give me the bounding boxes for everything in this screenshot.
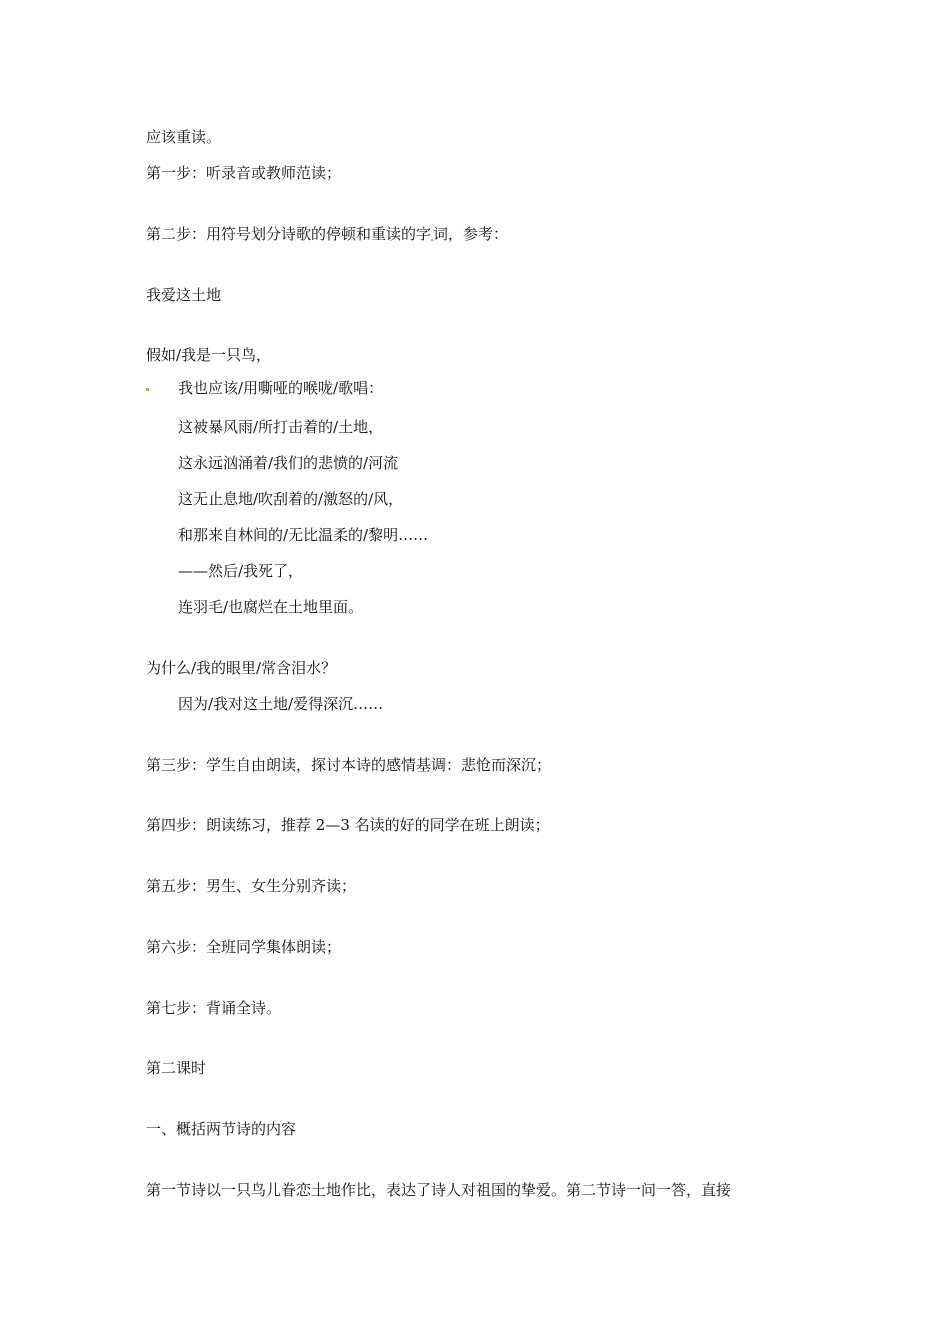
poem-line-3: 这被暴风雨/所打击着的/土地， [178,418,384,436]
step-7-line: 第七步：背诵全诗。 [146,999,282,1017]
step-2-line [146,224,508,244]
marker-dot [146,388,149,391]
poem-title: 我爱这土地 [146,286,222,304]
poem-line-1: 假如/我是一只鸟， [146,346,272,364]
step-2-text-b: 词，参考： [433,225,509,243]
step-3-line: 第三步：学生自由朗读，探讨本诗的感情基调：悲怆而深沉； [146,756,552,774]
poem-line-6: 和那来自林间的/无比温柔的/黎明…… [178,526,429,544]
paragraph-line: 第一节诗以一只鸟儿眷恋土地作比，表达了诗人对祖国的挚爱。第二节诗一问一答，直接 [146,1181,732,1199]
subsection-heading: 一、概括两节诗的内容 [146,1120,297,1138]
poem-line-2: 我也应该/用嘶哑的喉咙/歌唱： [178,379,384,397]
poem-line-10: 因为/我对这土地/爱得深沉…… [178,695,384,713]
step-2-text-a: 第二步：用符号划分诗歌的停顿和重读的字 [146,225,432,243]
poem-line-4: 这永远汹涌着/我们的悲愤的/河流 [178,454,399,472]
step-6-line: 第六步：全班同学集体朗读； [146,938,342,956]
poem-line-7: ——然后/我死了， [178,562,304,580]
step-4-line: 第四步：朗读练习，推荐 2—3 名读的好的同学在班上朗读； [146,816,550,834]
step-5-line: 第五步：男生、女生分别齐读； [146,877,357,895]
text-line-1: 应该重读。 [146,128,222,146]
step-1-line: 第一步：听录音或教师范读； [146,164,342,182]
poem-line-9: 为什么/我的眼里/常含泪水？ [146,659,337,677]
poem-line-5: 这无止息地/吹刮着的/激怒的/风， [178,490,404,508]
section-heading: 第二课时 [146,1059,207,1077]
poem-line-8: 连羽毛/也腐烂在土地里面。 [178,598,364,616]
